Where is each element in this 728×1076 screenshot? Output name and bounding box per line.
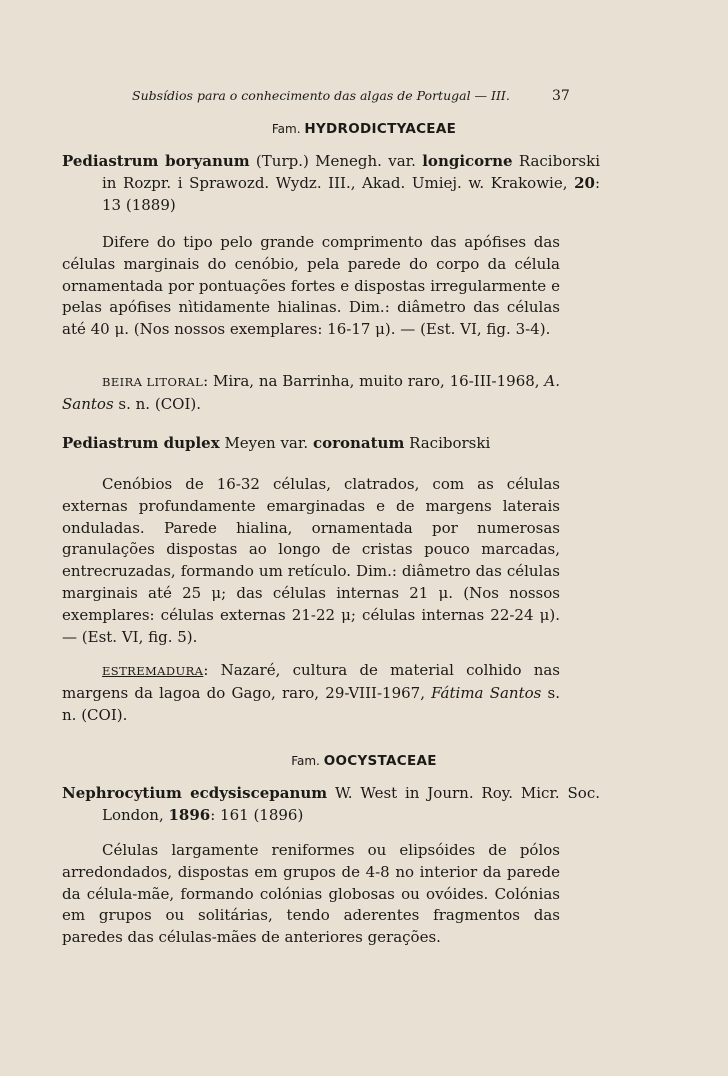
family-prefix: Fam. [291,754,320,768]
description-nephrocytium: Células largamente reniformes ou elipsóides de pólos arredondados, dispostas em grupos de 4-8 no interior da parede da célula-mãe, formando colónias globosas ou ovóides. Colónias em grupos ou solitárias, tendo aderentes fragmentos das paredes das células-mães de anteriores gerações. [62,841,560,947]
locality-end: s. n. (COI). [62,683,561,724]
family-prefix: Fam. [271,122,301,136]
province-label: BEIRA LITORAL [102,375,204,389]
taxon-citation-pediastrum-boryanum [62,151,600,216]
description-pediastrum-duplex: Cenóbios de 16-32 células, clatrados, com as células externas profundamente emarginadas e de margens laterais onduladas. Parede hialina, ornamentada por numerosas granulações dispostas ao longo de cristas pouco marcadas, entrecruzadas, formando um retículo. Dim.: diâmetro das células marginais até 25 μ; das células internas 21 μ. (Nos nossos exemplares: células externas 21-22 μ; células internas 22-24 μ). — (Est. VI, fig. 5). [62,475,560,646]
taxon-name: Pediastrum boryanum [62,152,250,170]
locality-estremadura [62,660,560,726]
citation-text: Raciborski in Rozpr. i Sprawozd. Wydz. III., Akad. Umiej. w. Krakowie, [102,152,600,192]
taxon-variety: longicorne [422,152,513,170]
family-name: HYDRODICTYACEAE [304,121,457,137]
citation-year: 1896 [168,805,211,824]
locality-text: : Nazaré, cultura de material colhido nas margens da lagoa do Gago, raro, 29-VIII-1967, [62,661,560,702]
collector-name: A. Santos [62,372,560,413]
running-title: Subsídios para o conhecimento das algas de Portugal — III. [132,88,510,103]
locality-text: : Mira, na Barrinha, muito raro, 16-III-1968, [203,372,545,390]
page-number: 37 [552,88,570,104]
locality-end: s. n. (COI). [113,394,202,413]
family-heading-hydrodictyaceae [0,121,728,137]
province-label: ESTREMADURA [102,664,204,678]
citation-volume: 20 [574,173,595,192]
taxon-name: Nephrocytium ecdysiscepanum [62,784,328,802]
family-name: OOCYSTACEAE [323,753,437,769]
locality-beira-litoral [62,371,560,416]
taxon-authority: W. West in Journ. Roy. Micr. Soc. London, [102,784,600,824]
description-pediastrum-boryanum: Difere do tipo pelo grande comprimento das apófises das células marginais do cenóbio, pela parede do corpo da célula ornamentada por pontuações fortes e dispostas irregularmente e pelas apófises nìtidamente hialinas. Dim.: diâmetro das células até 40 μ. (Nos nossos exemplares: 16-17 μ). — (Est. VI, fig. 3-4). [62,233,560,339]
collector-name: Fátima Santos [431,683,542,702]
citation-text: : 161 (1896) [210,805,304,824]
taxon-citation-pediastrum-duplex [62,433,560,455]
taxon-citation-nephrocytium [62,783,600,827]
citation-pages: : 13 (1889) [102,173,600,214]
taxon-variety: coronatum [312,434,405,452]
taxon-authority: (Turp.) Menegh. var. [249,152,423,170]
citation-text: Raciborski [404,434,491,452]
taxon-authority: Meyen var. [219,434,313,452]
family-heading-oocystaceae [0,753,728,769]
taxon-name: Pediastrum duplex [62,434,220,452]
